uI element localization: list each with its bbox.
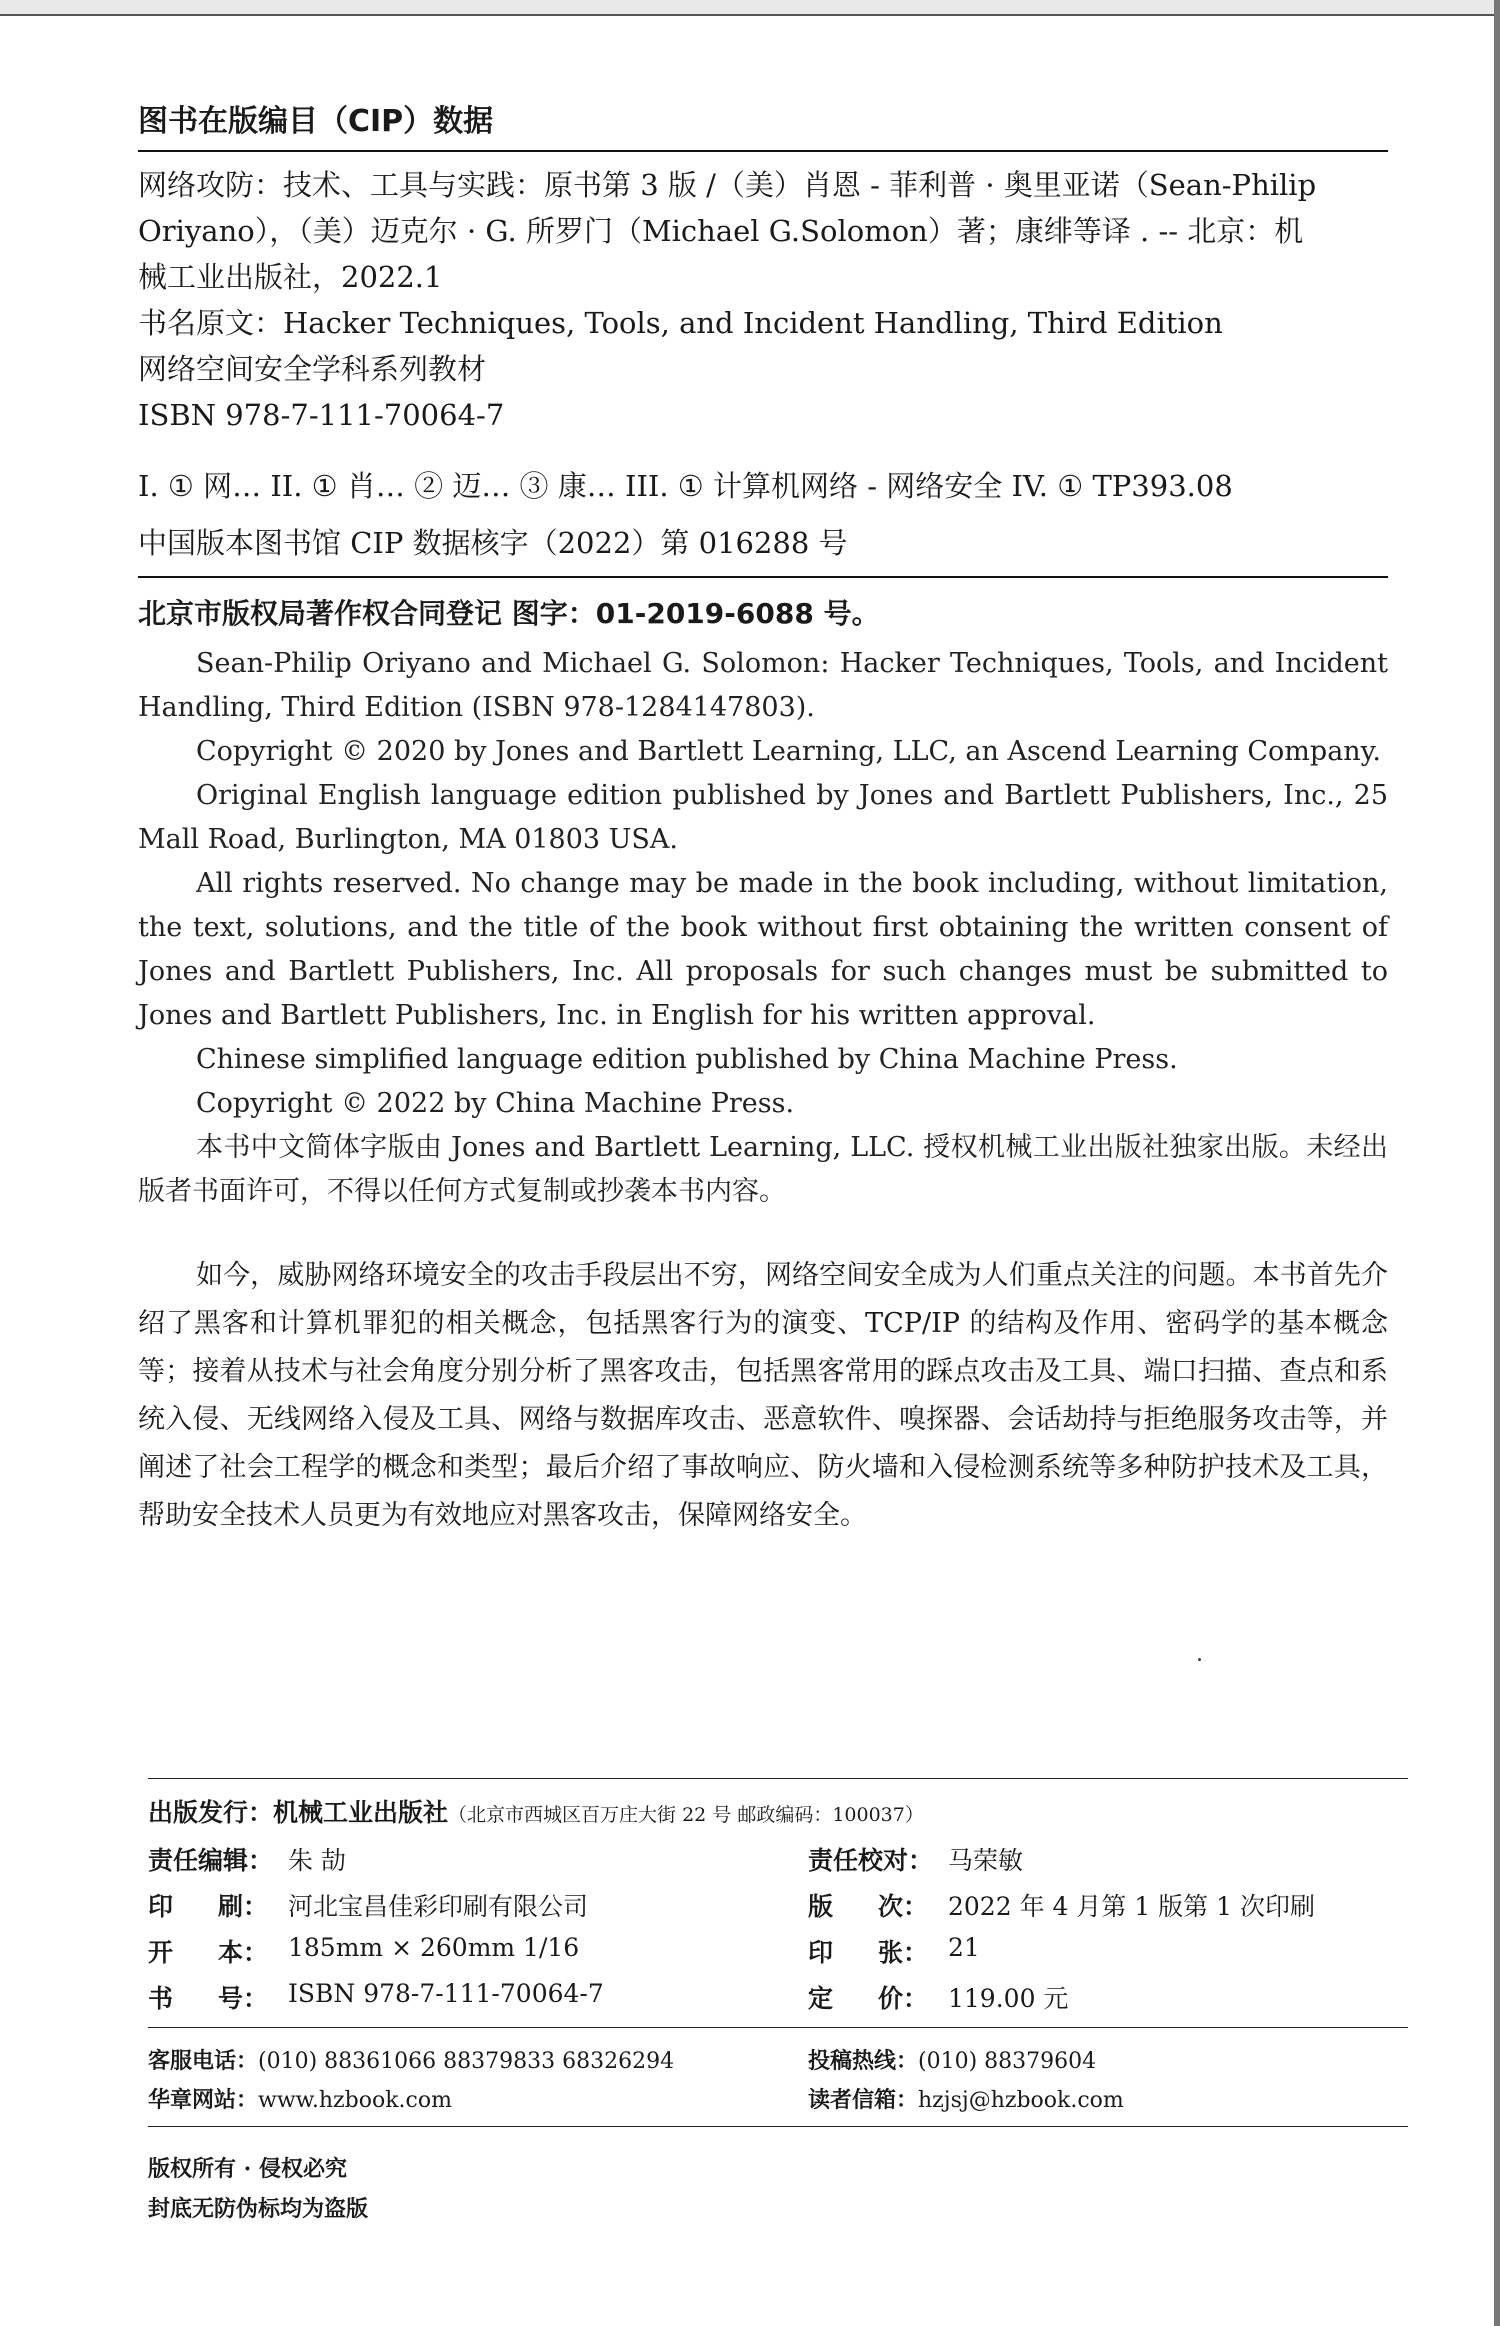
page-top-edge (0, 0, 1500, 16)
cip-record-line: 械工业出版社，2022.1 (138, 260, 443, 294)
sheets-value: 21 (948, 1933, 980, 1962)
colophon-top-rule (148, 1778, 1408, 1779)
label-char: 刷： (217, 1892, 268, 1921)
cip-isbn: ISBN 978-7-111-70064-7 (138, 398, 505, 432)
submit-value: (010) 88379604 (918, 2049, 1097, 2074)
label-char: 开 (148, 1938, 174, 1967)
mail-label: 读者信箱： (808, 2087, 919, 2113)
service-label: 客服电话： (148, 2048, 259, 2074)
label-char: 定 (808, 1984, 834, 2013)
notice-paragraph: Chinese simplified language edition published by China Machine Press. (196, 1044, 1178, 1075)
edition-label (808, 1887, 928, 1923)
cip-classification: I. ① 网… II. ① 肖… ② 迈… ③ 康… III. ① 计算机网络 - 网络安全 IV. ① TP393.08 (138, 469, 1233, 503)
site-label: 华章网站： (148, 2087, 259, 2113)
proof-label: 责任校对： (808, 1846, 934, 1875)
label-char: 价： (877, 1984, 928, 2013)
page-right-edge (1494, 0, 1500, 2326)
mail-value: hzjsj@hzbook.com (918, 2088, 1124, 2113)
copyright-registration: 北京市版权局著作权合同登记 图字：01-2019-6088 号。 (138, 597, 880, 630)
anti-piracy-note: 封底无防伪标均为盗版 (148, 2196, 369, 2222)
format-value: 185mm × 260mm 1/16 (288, 1933, 580, 1962)
proof-value: 马荣敏 (948, 1846, 1024, 1875)
format-row (148, 1933, 808, 1969)
sheets-label (808, 1933, 928, 1969)
publisher-line (148, 1793, 1408, 1829)
price-label (808, 1979, 928, 2015)
book-no-label (148, 1979, 268, 2015)
print-speck (1198, 1658, 1201, 1661)
website (148, 2083, 808, 2114)
proof-row (808, 1841, 1408, 1877)
print-label (148, 1887, 268, 1923)
service-phone (148, 2044, 808, 2075)
contacts-bottom-rule (148, 2126, 1408, 2127)
cip-title: 图书在版编目（CIP）数据 (138, 104, 494, 139)
contact-info (148, 2028, 1408, 2126)
rights-notice (148, 2149, 1408, 2229)
site-value: www.hzbook.com (258, 2088, 452, 2113)
editor-value: 朱 劼 (288, 1846, 346, 1875)
label-char: 印 (808, 1938, 834, 1967)
label-char: 版 (808, 1892, 834, 1921)
colophon-details (148, 1841, 1408, 2015)
editor-row (148, 1841, 808, 1877)
label-char: 印 (148, 1892, 174, 1921)
book-no-row (148, 1979, 808, 2015)
price-value: 119.00 元 (948, 1984, 1069, 2013)
label-char: 号： (217, 1984, 268, 2013)
print-row (148, 1887, 808, 1923)
service-value: (010) 88361066 88379833 68326294 (258, 2049, 675, 2074)
publisher-address: （北京市西城区百万庄大街 22 号 邮政编码：100037） (448, 1804, 924, 1826)
label-char: 张： (877, 1938, 928, 1967)
editor-label: 责任编辑： (148, 1846, 274, 1875)
label-char: 本： (217, 1938, 268, 1967)
cip-section (138, 78, 1388, 1540)
label-char: 次： (877, 1892, 928, 1921)
format-label (148, 1933, 268, 1969)
edition-row (808, 1887, 1408, 1923)
rights-reserved: 版权所有 · 侵权必究 (148, 2156, 347, 2182)
print-value: 河北宝昌佳彩印刷有限公司 (288, 1892, 589, 1921)
sheets-row (808, 1933, 1408, 1969)
submit-label: 投稿热线： (808, 2048, 919, 2074)
cip-check-number: 中国版本图书馆 CIP 数据核字（2022）第 016288 号 (138, 526, 848, 560)
price-row (808, 1979, 1408, 2015)
cip-record-line: 网络攻防：技术、工具与实践：原书第 3 版 /（美）肖恩 - 菲利普 · 奥里亚诺（Sean-Philip (138, 168, 1317, 202)
cip-series: 网络空间安全学科系列教材 (138, 352, 487, 386)
summary-paragraph: 如今，威胁网络环境安全的攻击手段层出不穷，网络空间安全成为人们重点关注的问题。本书首先介绍了黑客和计算机罪犯的相关概念，包括黑客行为的演变、TCP/IP 的结构及作用、密码学的基本概念等；接着从技术与社会角度分别分析了黑客攻击，包括黑客常用的踩点攻击及工具、端口扫描、查点和系统入侵、无线网络入侵及工具、网络与数据库攻击、恶意软件、嗅探器、会话劫持与拒绝服务攻击等，并阐述了社会工程学的概念和类型；最后介绍了事故响应、防火墙和入侵检测系统等多种防护技术及工具，帮助安全技术人员更为有效地应对黑客攻击，保障网络安全。 (138, 1260, 1388, 1531)
notice-paragraph: 本书中文简体字版由 Jones and Bartlett Learning, LLC. 授权机械工业出版社独家出版。未经出版者书面许可，不得以任何方式复制或抄袭本书内容。 (138, 1132, 1388, 1207)
book-no-value: ISBN 978-7-111-70064-7 (288, 1979, 604, 2008)
cip-record (138, 152, 1388, 438)
submit-hotline (808, 2044, 1408, 2075)
edition-value: 2022 年 4 月第 1 版第 1 次印刷 (948, 1892, 1315, 1921)
notice-paragraph: Copyright © 2020 by Jones and Bartlett Learning, LLC, an Ascend Learning Company. (196, 736, 1381, 767)
notice-paragraph: Copyright © 2022 by China Machine Press. (196, 1088, 795, 1119)
cip-record-line: Oriyano），（美）迈克尔 · G. 所罗门（Michael G.Solomon）著；康绯等译 . -- 北京：机 (138, 214, 1304, 248)
notice-paragraph: Original English language edition published by Jones and Bartlett Publishers, Inc., 25 Mall Road, Burlington, MA 01803 USA. (138, 780, 1388, 855)
publisher-label: 出版发行： (148, 1798, 274, 1827)
book-summary (138, 1252, 1388, 1540)
publisher-name: 机械工业出版社 (273, 1798, 449, 1827)
english-copyright-notice (138, 642, 1388, 1214)
reader-mail (808, 2083, 1408, 2114)
cip-bottom-rule (138, 576, 1388, 578)
notice-paragraph: Sean-Philip Oriyano and Michael G. Solomon: Hacker Techniques, Tools, and Incident Handling, Third Edition (ISBN 978-1284147803). (138, 648, 1388, 723)
label-char: 书 (148, 1984, 174, 2013)
colophon (148, 1778, 1408, 2229)
notice-paragraph: All rights reserved. No change may be made in the book including, without limitation, the text, solutions, and the title of the book without first obtaining the written consent of Jones and Bartlett Publishers, Inc. All proposals for such changes must be submitted to Jones and Bartlett Publishers, Inc. in English for his written approval. (138, 868, 1388, 1031)
cip-original-title: 书名原文：Hacker Techniques, Tools, and Incident Handling, Third Edition (138, 306, 1223, 340)
